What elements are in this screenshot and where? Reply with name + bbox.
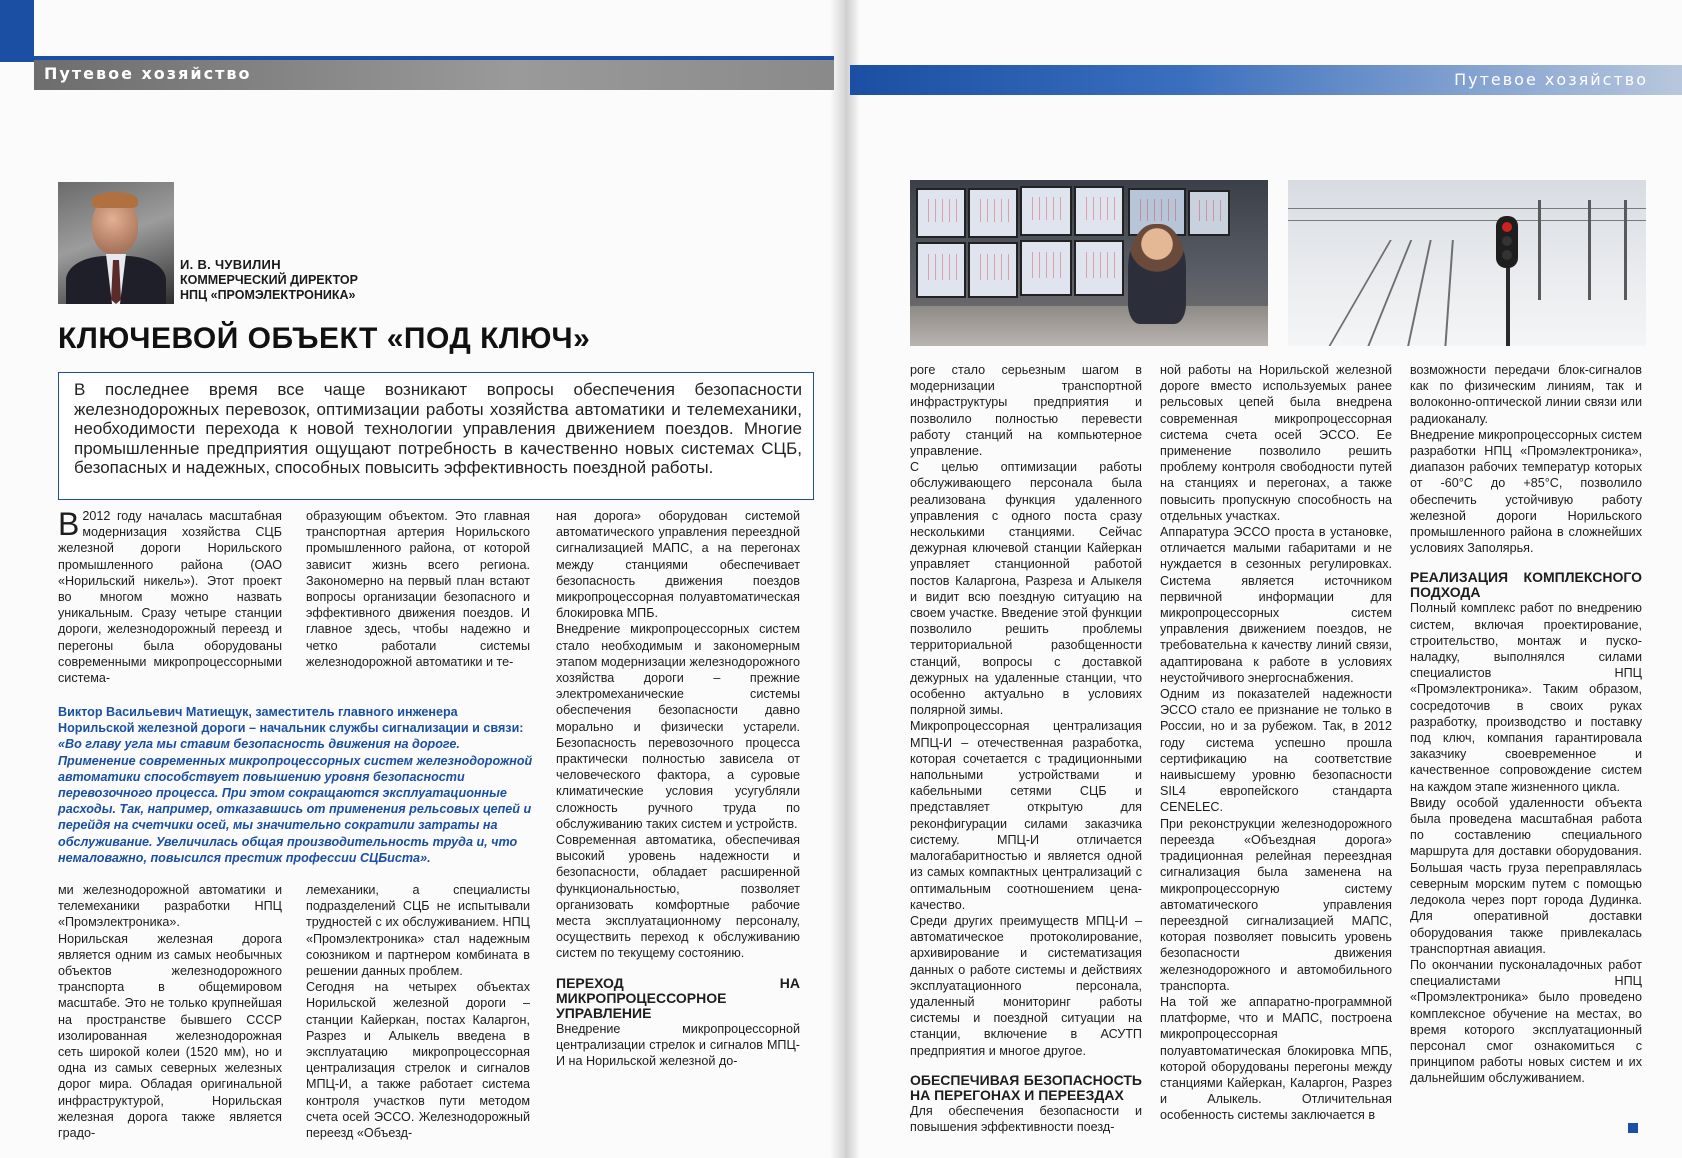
column-4-p5: Для обеспечения безопасности и повышения эффективности поезд-	[910, 1103, 1142, 1134]
column-6-p4: Ввиду особой удаленности объекта была проведена масштабная работа по составлению специального маршрута для доставки оборудования. Большая часть груза переправлялась северным морским путем с помощью ледокола через порт города Дудинка. Для оперативной доставки оборудования также привлекалась транспортная авиация.	[1410, 795, 1642, 956]
lead-text: В последнее время все чаще возникают вопросы обеспечения безопасности железнодорожных перевозок, оптимизации работы хозяйства автоматики и телемеханики, необходимости перехода к новой технологии управления движением поездов. Многие промышленные предприятия ощущают потребность в качественно новых системах СЦБ, безопасных и надежных, способных повысить эффективность поездной работы.	[74, 380, 802, 477]
column-2-bottom	[306, 882, 530, 1141]
column-5-p4: При реконструкции железнодорожного переезда «Объездная дорога» традиционная релейная переездная сигнализация была заменена на микропроцессорную систему автоматического управления переездной сигнализацией МАПС, которая позволяет повысить уровень безопасности движения железнодорожного и автомобильного транспорта.	[1160, 816, 1392, 993]
square-end-marker-icon	[1628, 1123, 1638, 1133]
author-photo	[58, 182, 174, 304]
author-role-line1: КОММЕРЧЕСКИЙ ДИРЕКТОР	[180, 273, 358, 287]
author-role-line2: НПЦ «ПРОМЭЛЕКТРОНИКА»	[180, 288, 356, 302]
corner-accent	[0, 0, 34, 62]
column-4-p1: роге стало серьезным шагом в модернизации транспортной инфраструктуры предприятия и позволило полностью перевести работу станций на компьютерное управление.	[910, 363, 1142, 459]
column-5-p5: На той же аппаратно-программной платформе, что и МАПС, построена микропроцессорная полуавтоматическая блокировка МПБ, которой оборудованы перегоны между станциями Кайеркан, Каларгон, Разрез и Алыкель. Отличительная особенность системы заключается в	[1160, 994, 1392, 1123]
column-2-bottom-p1: лемеханики, а специалисты подразделений СЦБ не испытывали трудностей с их обслуживанием. НПЦ «Промэлектроника» стал надежным союзником и партнером комбината в решении данных проблем.	[306, 883, 530, 979]
control-room-photo	[910, 180, 1268, 346]
column-1-top-text: 2012 году началась масштабная модернизация хозяйства СЦБ железной дороги Норильского промышленного района (ОАО «Норильский никель»). Этот проект во многом можно назвать уникальным. Сразу четыре станции дороги, железнодорожный переезд и перегоны была оборудованы современными микропроцессорными система-	[58, 509, 282, 686]
author-role	[180, 273, 358, 303]
column-6-p1: возможности передачи блок-сигналов как по физическим линиям, так и волоконно-оптической линии связи или радиоканалу.	[1410, 363, 1642, 426]
column-4-p4: Среди других преимуществ МПЦ-И – автоматическое протоколирование, архивирование и систематизация данных о работе системы и действиях эксплуатационного персонала, удаленный мониторинг работы системы и поездной ситуации на станции, включение в АСУТП предприятия и многое другое.	[910, 913, 1142, 1058]
column-6-p5: По окончании пусконаладочных работ специалистами НПЦ «Промэлектроника» было проведено комплексное обучение на местах, во время которого эксплуатационный персонал смог ознакомиться с принципом работы новых систем и их дальнейшим обслуживанием.	[1410, 957, 1642, 1086]
column-1-bottom-p1: ми железнодорожной автоматики и телемеханики разработки НПЦ «Промэлектроника».	[58, 883, 282, 930]
column-4-p2: С целью оптимизации работы обслуживающего персонала была реализована функция удаленного управления с одного поста сразу несколькими станциями. Сейчас дежурная ключевой станции Кайеркан управляет станционной работой постов Каларгона, Разреза и Алыкеля и видит всю поездную ситуацию на своем участке. Введение этой функции позволило решить проблемы территориальной разобщенности станций, вопросы с доставкой дежурных на удаленные станции, что особенно актуально в условиях полярной зимы.	[910, 460, 1142, 718]
column-3-p2: Внедрение микропроцессорных систем стало необходимым и закономерным этапом модернизации железнодорожного хозяйства дороги – прежние электромеханические системы обеспечения безопасности давно морально и физически устарели. Безопасность перевозочного процесса практически полностью зависела от человеческого фактора, а суровые климатические условия усугубляли сложность ручного труда по обслуживанию таких систем и устройств.	[556, 622, 800, 831]
column-5	[1160, 362, 1392, 1124]
column-6-p3: Полный комплекс работ по внедрению систем, включая проектирование, строительство, монтаж и пуско-наладку, выполнялся силами специалистов НПЦ «Промэлектроника». Таким образом, сосредоточив в своих руках разработку, производство и поставку под ключ, компания гарантировала заказчику своевременное и качественное сопровождение систем на каждом этапе жизненного цикла.	[1410, 601, 1642, 794]
column-1-top	[58, 508, 282, 686]
column-3-subhead: ПЕРЕХОД НА МИКРОПРОЦЕССОРНОЕ УПРАВЛЕНИЕ	[556, 974, 800, 1021]
column-3-p1: ная дорога» оборудован системой автоматического управления переездной сигнализацией МАПС, а на перегонах между станциями обеспечивает безопасность движения поездов микропроцессорная полуавтоматическая блокировка МПБ.	[556, 509, 800, 621]
column-2-bottom-p2: Сегодня на четырех объектах Норильской железной дороги – станции Кайеркан, постах Каларгон, Разрез и Алыкель введена в эксплуатацию микропроцессорная централизация стрелок и сигналов МПЦ-И, а также работает система контроля участков пути методом счета осей ЭССО. Железнодорожный переезд «Объезд-	[306, 980, 530, 1141]
section-title-left: Путевое хозяйство	[44, 64, 252, 83]
author-name: И. В. ЧУВИЛИН	[180, 257, 281, 272]
article-headline: КЛЮЧЕВОЙ ОБЪЕКТ «ПОД КЛЮЧ»	[58, 322, 591, 355]
column-5-p1: ной работы на Норильской железной дороге вместо используемых ранее рельсовых цепей была внедрена современная микропроцессорная система счета осей ЭССО. Ее применение позволило решить проблему контроля свободности путей на станциях и перегонах, а также повысить пропускную способность на отдельных участках.	[1160, 363, 1392, 523]
railway-signal-photo	[1288, 180, 1646, 346]
column-6-p2: Внедрение микропроцессорных систем разработки НПЦ «Промэлектроника», диапазон рабочих температур которых от -60°С до +85°С, позволило обеспечить устойчивую работу железной дороги Норильского промышленного района в сложнейших условиях Заполярья.	[1410, 427, 1642, 556]
column-4-p3: Микропроцессорная централизация МПЦ-И – отечественная разработка, которая сочетается с традиционными напольными устройствами и кабельными сетями СЦБ и представляет открытую для реконфигурации силами заказчика систему. МПЦ-И отличается малогабаритностью и является одной из самых компактных централизаций с оптимальным соотношением цена-качество.	[910, 719, 1142, 912]
column-3	[556, 508, 800, 1069]
column-2-top: образующим объектом. Это главная транспортная артерия Норильского промышленного района, от которой зависит жизнь всего региона. Закономерно на первый план встают вопросы организации безопасного и эффективного движения поездов. И главное здесь, чтобы надежно и четко работали системы железнодорожной автоматики и те-	[306, 509, 530, 669]
column-6	[1410, 362, 1642, 1087]
column-4	[910, 362, 1142, 1135]
column-6-subhead: РЕАЛИЗАЦИЯ КОМПЛЕКСНОГО ПОДХОДА	[1410, 569, 1642, 601]
column-4-subhead: ОБЕСПЕЧИВАЯ БЕЗОПАСНОСТЬ НА ПЕРЕГОНАХ И ПЕРЕЕЗДАХ	[910, 1071, 1142, 1103]
dropcap: В	[58, 506, 80, 542]
column-1-bottom-p2: Норильская железная дорога является одним из самых необычных объектов железнодорожного транспорта в общемировом масштабе. Это не только крупнейшая на пространстве бывшего СССР изолированная железнодорожная сеть широкой колеи (1520 мм), но и одна из самых северных железных дорог мира. Обладая оригинальной инфраструктурой, Норильская железная дорога также является градо-	[58, 931, 282, 1141]
column-3-p3: Современная автоматика, обеспечивая высокий уровень надежности и безопасности, обладает расширенной функциональностью, позволяет организовать комфортные рабочие места эксплуатационному персоналу, осуществить переход к обслуживанию систем по текущему состоянию.	[556, 833, 800, 961]
column-1-bottom	[58, 882, 282, 1141]
quote-attribution: Виктор Васильевич Матиещук, заместитель главного инженера Норильской железной дороги – начальник службы сигнализации и связи:	[58, 705, 524, 736]
column-5-p3: Одним из показателей надежности ЭССО стало ее признание не только в России, но и за рубежом. Так, в 2012 году система успешно прошла сертификацию на соответствие наивысшему уровню безопасности SIL4 европейского стандарта CENELEC.	[1160, 687, 1392, 815]
column-3-p4: Внедрение микропроцессорной централизации стрелок и сигналов МПЦ-И на Норильской железной до-	[556, 1021, 800, 1069]
page-gutter	[830, 0, 860, 1158]
expert-quote	[58, 704, 536, 866]
column-5-p2: Аппаратура ЭССО проста в установке, отличается малыми габаритами и не нуждается в сезонных регулировках. Система является источником первичной информации для микропроцессорных систем управления движением поездов, не требовательна к качеству линий связи, адаптирована к работе в условиях неустойчивого энергоснабжения.	[1160, 525, 1392, 685]
section-title-right: Путевое хозяйство	[1454, 70, 1648, 89]
quote-body: «Во главу угла мы ставим безопасность движения на дороге. Применение современных микропроцессорных систем железнодорожной автоматики способствует повышению уровня безопасности перевозочного процесса. При этом сокращаются эксплуатационные расходы. Так, например, отказавшись от применения рельсовых цепей и перейдя на счетчики осей, мы значительно сократили затраты на обслуживание. Увеличилась общая производительность труда и, что немаловажно, повысился престиж профессии СЦБиста».	[58, 737, 533, 865]
